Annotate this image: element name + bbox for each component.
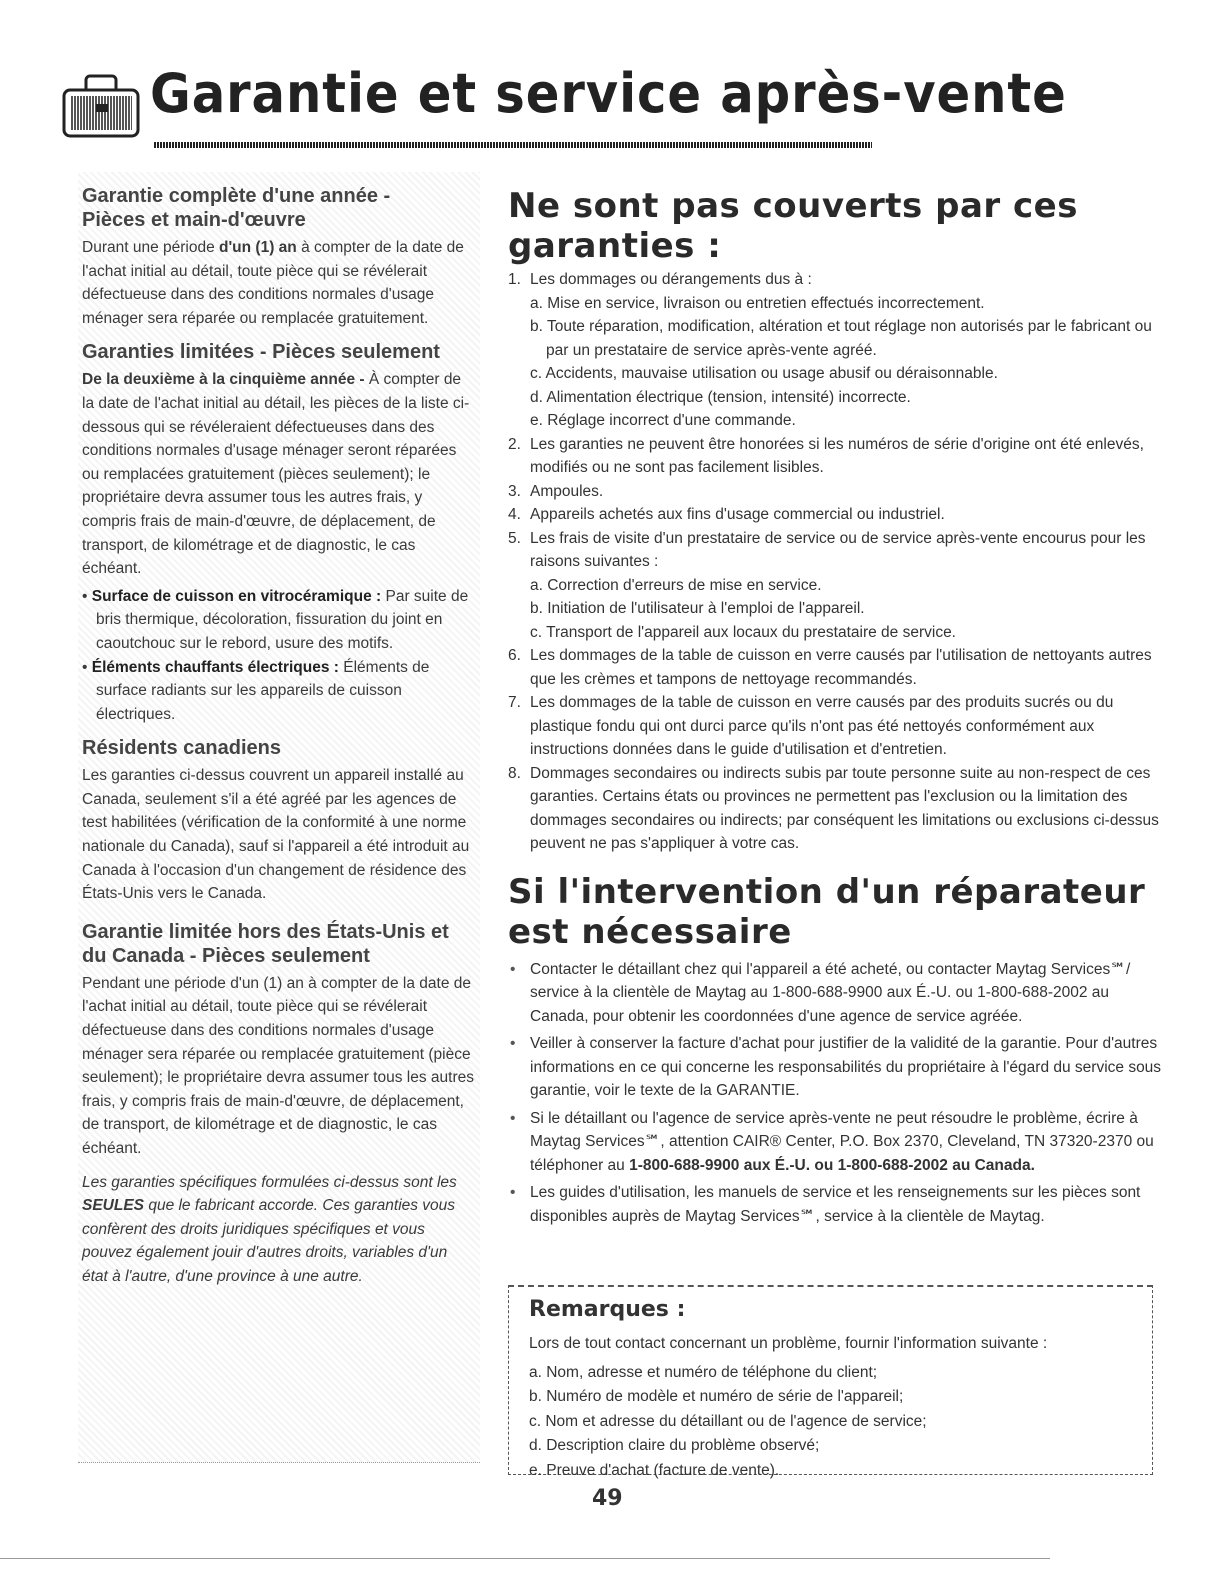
list-item: b. Numéro de modèle et numéro de série de l'appareil; [529, 1388, 904, 1405]
repair-list [508, 958, 1168, 1229]
list-item: 5. Les frais de visite d'un prestataire de service ou de service après-vente encourus pour les raisons suivantes : [508, 529, 1146, 570]
list-item: d. Alimentation électrique (tension, intensité) incorrecte. [530, 388, 911, 406]
limited-warranty-text: De la deuxième à la cinquième année - À compter de la date de l'achat initial au détail, les pièces de la liste ci-dessous qui se révéleraient défectueuses dans des conditions normales d'usage ménager seront réparées ou remplacées gratuitement (pièces seulement); le propriétaire devra assumer tous les autres frais, y compris frais de main-d'œuvre, de déplacement, de transport, de kilométrage et de diagnostic, le cas échéant. [82, 371, 470, 578]
list-item: 7. Les dommages de la table de cuisson en verre causés par des produits sucrés ou du plastique fondu qui ont durci parce qu'ils n'ont pas été nettoyés conformément aux instructions données dans le guide d'utilisation et d'entretien. [508, 694, 1114, 758]
list-item: • Contacter le détaillant chez qui l'appareil a été acheté, ou contacter Maytag Services℠/ service à la clientèle de Maytag au 1-800-688-9900 aux É.-U. ou 1-800-688-2002 au Canada, pour obtenir les coordonnées d'une agence de service agréée. [508, 958, 1168, 1029]
list-item: b. Toute réparation, modification, altération et tout réglage non autorisés par le fabricant ou par un prestataire de service après-vente agréé. [530, 318, 1152, 359]
list-item: a. Nom, adresse et numéro de téléphone du client; [529, 1363, 878, 1381]
list-item: 3. Ampoules. [508, 482, 604, 500]
list-item: 6. Les dommages de la table de cuisson en verre causés par l'utilisation de nettoyants autres que les crèmes et tampons de nettoyage recommandés. [508, 647, 1152, 688]
page-number: 49 [592, 1486, 623, 1511]
list-item: e. Preuve d'achat (facture de vente). [529, 1461, 780, 1479]
list-item: • Si le détaillant ou l'agence de service après-vente ne peut résoudre le problème, écrire à Maytag Services℠, attention CAIR® Center, P.O. Box 2370, Cleveland, TN 37320-2370 ou téléphoner au 1-800-688-9900 aux É.-U. ou 1-800-688-2002 au Canada. [508, 1107, 1168, 1178]
list-item: c. Accidents, mauvaise utilisation ou usage abusif ou déraisonnable. [530, 365, 998, 382]
list-item: a. Correction d'erreurs de mise en service. [530, 576, 822, 594]
limited-warranty-heading: Garanties limitées - Pièces seulement [82, 341, 440, 364]
warranty-sidebar [78, 172, 480, 1463]
list-item: b. Initiation de l'utilisateur à l'emploi de l'appareil. [530, 600, 865, 617]
list-item: • Les guides d'utilisation, les manuels de service et les renseignements sur les pièces sont disponibles auprès de Maytag Services℠, service à la clientèle de Maytag. [508, 1181, 1168, 1228]
list-item: • Éléments chauffants électriques : Éléments de surface radiants sur les appareils de cuisson électriques. [82, 658, 430, 723]
outside-warranty-heading: Garantie limitée hors des États-Unis et du Canada - Pièces seulement [82, 920, 449, 967]
list-item: c. Nom et adresse du détaillant ou de l'agence de service; [529, 1412, 927, 1430]
list-item: d. Description claire du problème observé; [529, 1437, 820, 1454]
list-item: 8. Dommages secondaires ou indirects subis par toute personne suite au non-respect de ces garanties. Certains états ou provinces ne permettent pas l'exclusion ou la limitation des dommages secondaires ou indirects; par conséquent les limitations ou exclusions ci-dessus peuvent ne pas s'appliquer à votre cas. [508, 764, 1159, 852]
page-header [62, 60, 1067, 160]
main-column [508, 186, 1168, 1232]
warranty-note: Les garanties spécifiques formulées ci-dessus sont les SEULES que le fabricant accorde. Ces garanties vous confèrent des droits juridiques spécifiques et vous pouvez également jouir d'autres droits, variables d'un état à l'autre, d'une province à une autre. [82, 1173, 457, 1285]
outside-warranty-text: Pendant une période d'un (1) an à compter de la date de l'achat initial au détail, toute pièce qui se révélerait défectueuse dans des conditions normales d'usage ménager sera réparée ou remplacée gratuitement (pièce seulement); le propriétaire devra assumer tous les autres frais, y compris frais de main-d'œuvre, de déplacement, de transport, de kilométrage et de diagnostic, le cas échéant. [82, 974, 474, 1157]
canadian-residents-heading: Résidents canadiens [82, 737, 281, 760]
list-item: c. Transport de l'appareil aux locaux du prestataire de service. [530, 623, 956, 641]
canadian-residents-text: Les garanties ci-dessus couvrent un appareil installé au Canada, seulement s'il a été agréé par les agences de test habilitées (vérification de la conformité à une norme nationale du Canada), sauf si l'appareil a été introduit au Canada à l'occasion d'un changement de résidence des États-Unis vers le Canada. [82, 767, 470, 903]
list-item: 1. Les dommages ou dérangements dus à : [508, 271, 812, 288]
list-item: • Veiller à conserver la facture d'achat pour justifier de la validité de la garantie. Pour d'autres informations en ce qui concerne les responsabilités du propriétaire à l'égard du service sous garantie, voir le texte de la GARANTIE. [508, 1032, 1168, 1103]
list-item: e. Réglage incorrect d'une commande. [530, 412, 796, 429]
remarks-heading: Remarques : [529, 1297, 686, 1322]
list-item: 4. Appareils achetés aux fins d'usage commercial ou industriel. [508, 506, 945, 523]
list-item: • Surface de cuisson en vitrocéramique : Par suite de bris thermique, décoloration, fissuration du joint en caoutchouc sur le rebord, usure des motifs. [82, 587, 469, 652]
remarks-intro: Lors de tout contact concernant un problème, fournir l'information suivante : [529, 1335, 1048, 1352]
remarks-box [508, 1285, 1153, 1479]
toolbox-icon [62, 70, 142, 140]
list-item: a. Mise en service, livraison ou entretien effectués incorrectement. [530, 294, 985, 312]
title-rule [154, 142, 872, 148]
page-title: Garantie et service après-vente [150, 62, 1067, 125]
footer-divider [0, 1558, 1050, 1559]
repair-heading: Si l'intervention d'un réparateur est nécessaire [508, 871, 1146, 952]
exclusions-list [508, 268, 1168, 856]
full-warranty-heading: Garantie complète d'une année - Pièces et main-d'œuvre [82, 185, 391, 231]
list-item: 2. Les garanties ne peuvent être honorées si les numéros de série d'origine ont été enlevés, modifiés ou ne sont pas facilement lisibles. [508, 435, 1144, 476]
full-warranty-text: Durant une période d'un (1) an à compter de la date de l'achat initial au détail, toute pièce qui se révélerait défectueuse dans des conditions normales d'usage ménager sera réparée ou remplacée gratuitement. [82, 239, 464, 327]
exclusions-heading: Ne sont pas couverts par ces garanties : [508, 186, 1078, 266]
